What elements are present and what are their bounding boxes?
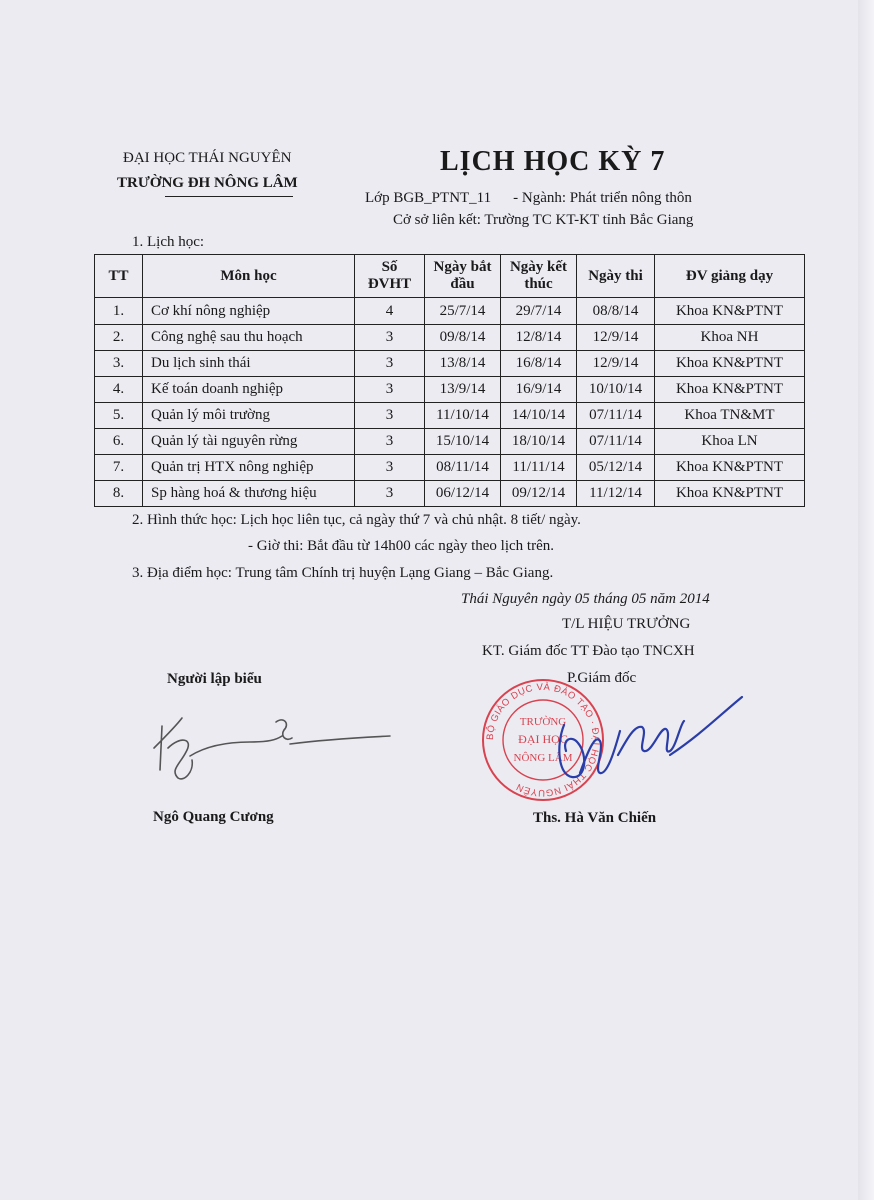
school-underline <box>165 196 293 197</box>
cell-faculty: Khoa TN&MT <box>655 403 805 429</box>
cell-index: 8. <box>95 481 143 507</box>
seal-line-3: NÔNG LÂM <box>513 752 573 764</box>
cell-subject: Du lịch sinh thái <box>143 351 355 377</box>
cell-start: 15/10/14 <box>425 429 501 455</box>
seal-line-1: TRƯỜNG <box>519 716 567 728</box>
cell-credits: 3 <box>355 377 425 403</box>
header-cell: Ngày bắt đầu <box>425 255 501 298</box>
header-cell: Ngày thi <box>577 255 655 298</box>
class-info <box>365 190 692 207</box>
cell-faculty: Khoa LN <box>655 429 805 455</box>
university-name: ĐẠI HỌC THÁI NGUYÊN <box>123 150 292 166</box>
cell-credits: 3 <box>355 325 425 351</box>
header-cell: TT <box>95 255 143 298</box>
table-row <box>95 455 805 481</box>
cell-start: 13/8/14 <box>425 351 501 377</box>
cell-start: 11/10/14 <box>425 403 501 429</box>
table-row <box>95 403 805 429</box>
cell-faculty: Khoa KN&PTNT <box>655 298 805 325</box>
signoff-date: Thái Nguyên ngày 05 tháng 05 năm 2014 <box>461 591 710 607</box>
cell-index: 7. <box>95 455 143 481</box>
cell-credits: 4 <box>355 298 425 325</box>
header-cell: ĐV giảng dạy <box>655 255 805 298</box>
cell-start: 06/12/14 <box>425 481 501 507</box>
cell-subject: Công nghệ sau thu hoạch <box>143 325 355 351</box>
cell-end: 09/12/14 <box>501 481 577 507</box>
cell-exam: 12/9/14 <box>577 351 655 377</box>
major-label: - Ngành: Phát triển nông thôn <box>513 190 692 206</box>
preparer-signature <box>150 708 400 788</box>
cell-exam: 08/8/14 <box>577 298 655 325</box>
cell-index: 5. <box>95 403 143 429</box>
page-edge <box>858 0 874 1200</box>
cell-exam: 12/9/14 <box>577 325 655 351</box>
seal-line-2: ĐẠI HỌC <box>518 732 568 746</box>
cell-subject: Quản lý môi trường <box>143 403 355 429</box>
cell-exam: 05/12/14 <box>577 455 655 481</box>
cell-faculty: Khoa KN&PTNT <box>655 455 805 481</box>
cell-start: 08/11/14 <box>425 455 501 481</box>
cell-subject: Cơ khí nông nghiệp <box>143 298 355 325</box>
cell-end: 29/7/14 <box>501 298 577 325</box>
page-title: LỊCH HỌC KỲ 7 <box>440 146 666 177</box>
table-header-row <box>95 255 805 298</box>
cell-subject: Quản trị HTX nông nghiệp <box>143 455 355 481</box>
cell-credits: 3 <box>355 455 425 481</box>
class-label: Lớp BGB_PTNT_11 <box>365 190 492 206</box>
cell-faculty: Khoa KN&PTNT <box>655 481 805 507</box>
section-2-text: 2. Hình thức học: Lịch học liên tục, cả ngày thứ 7 và chủ nhật. 8 tiết/ ngày. <box>132 512 581 528</box>
section-1-heading: 1. Lịch học: <box>132 234 205 250</box>
cell-end: 16/8/14 <box>501 351 577 377</box>
table-row <box>95 377 805 403</box>
header-cell: Ngày kết thúc <box>501 255 577 298</box>
cell-faculty: Khoa NH <box>655 325 805 351</box>
cell-end: 14/10/14 <box>501 403 577 429</box>
cell-start: 09/8/14 <box>425 325 501 351</box>
signoff-director-title: KT. Giám đốc TT Đào tạo TNCXH <box>482 643 695 659</box>
table-row <box>95 429 805 455</box>
cell-end: 16/9/14 <box>501 377 577 403</box>
cell-start: 13/9/14 <box>425 377 501 403</box>
cell-subject: Kế toán doanh nghiệp <box>143 377 355 403</box>
signoff-deputy: P.Giám đốc <box>567 670 637 686</box>
exam-time-text: - Giờ thi: Bắt đầu từ 14h00 các ngày theo lịch trên. <box>248 538 554 554</box>
table-row <box>95 325 805 351</box>
cell-exam: 11/12/14 <box>577 481 655 507</box>
cell-start: 25/7/14 <box>425 298 501 325</box>
cell-credits: 3 <box>355 429 425 455</box>
table-row <box>95 481 805 507</box>
preparer-name: Ngô Quang Cương <box>153 809 274 825</box>
schedule-table <box>94 254 805 507</box>
header-cell: Môn học <box>143 255 355 298</box>
cell-end: 18/10/14 <box>501 429 577 455</box>
header-cell: Số ĐVHT <box>355 255 425 298</box>
table-row <box>95 351 805 377</box>
cell-exam: 10/10/14 <box>577 377 655 403</box>
cell-end: 11/11/14 <box>501 455 577 481</box>
cell-index: 3. <box>95 351 143 377</box>
signoff-on-behalf: T/L HIỆU TRƯỞNG <box>562 616 691 632</box>
director-signature <box>550 685 750 785</box>
cell-subject: Sp hàng hoá & thương hiệu <box>143 481 355 507</box>
cell-index: 1. <box>95 298 143 325</box>
cell-index: 4. <box>95 377 143 403</box>
director-name: Ths. Hà Văn Chiến <box>533 810 657 826</box>
table-row <box>95 298 805 325</box>
cell-exam: 07/11/14 <box>577 429 655 455</box>
seal-ring-text: BỘ GIÁO DỤC VÀ ĐÀO TẠO · ĐẠI HỌC THÁI NGUYÊN <box>484 681 602 799</box>
cell-exam: 07/11/14 <box>577 403 655 429</box>
preparer-label: Người lập biểu <box>167 671 262 687</box>
section-3-text: 3. Địa điểm học: Trung tâm Chính trị huyện Lạng Giang – Bắc Giang. <box>132 565 554 581</box>
cell-index: 2. <box>95 325 143 351</box>
campus-label: Cở sở liên kết: Trường TC KT-KT tỉnh Bắc Giang <box>393 212 694 228</box>
cell-faculty: Khoa KN&PTNT <box>655 377 805 403</box>
cell-faculty: Khoa KN&PTNT <box>655 351 805 377</box>
cell-index: 6. <box>95 429 143 455</box>
cell-credits: 3 <box>355 351 425 377</box>
cell-credits: 3 <box>355 481 425 507</box>
cell-end: 12/8/14 <box>501 325 577 351</box>
cell-credits: 3 <box>355 403 425 429</box>
school-name: TRƯỜNG ĐH NÔNG LÂM <box>117 175 298 191</box>
cell-subject: Quản lý tài nguyên rừng <box>143 429 355 455</box>
